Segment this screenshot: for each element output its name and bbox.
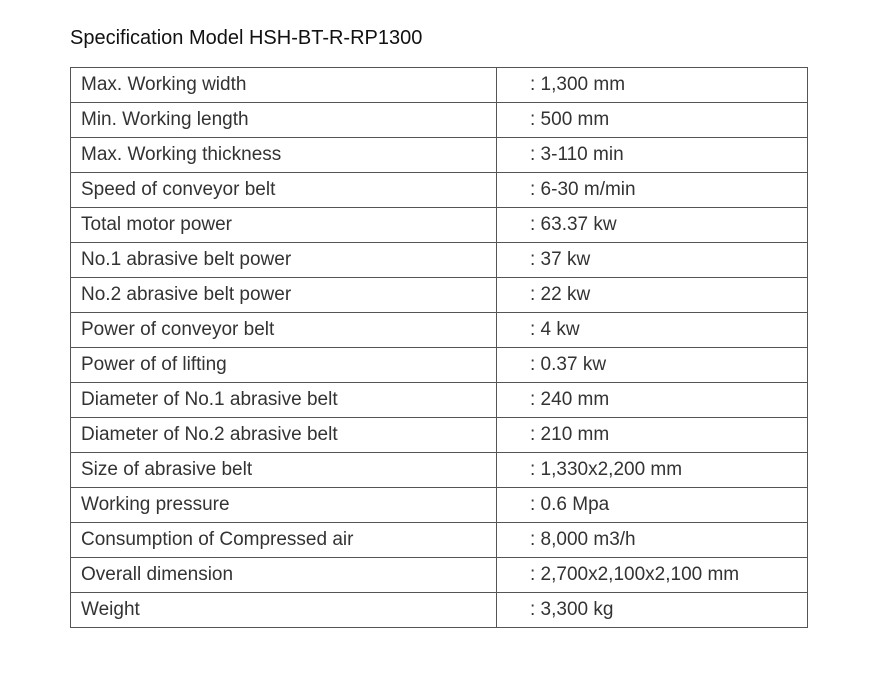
spec-label: Max. Working thickness [71, 138, 497, 173]
spec-label: Max. Working width [71, 68, 497, 103]
table-row [71, 418, 808, 453]
spec-value: : 6-30 m/min [497, 173, 808, 208]
spec-value: : 240 mm [497, 383, 808, 418]
spec-label: No.1 abrasive belt power [71, 243, 497, 278]
table-row [71, 278, 808, 313]
spec-value: : 4 kw [497, 313, 808, 348]
table-row [71, 453, 808, 488]
table-row [71, 593, 808, 628]
spec-label: Consumption of Compressed air [71, 523, 497, 558]
spec-label: Min. Working length [71, 103, 497, 138]
spec-value: : 0.37 kw [497, 348, 808, 383]
table-row [71, 243, 808, 278]
spec-label: Overall dimension [71, 558, 497, 593]
table-row [71, 103, 808, 138]
spec-value: : 210 mm [497, 418, 808, 453]
spec-value: : 0.6 Mpa [497, 488, 808, 523]
spec-label: Weight [71, 593, 497, 628]
table-row [71, 208, 808, 243]
table-row [71, 68, 808, 103]
spec-value: : 1,300 mm [497, 68, 808, 103]
table-row [71, 523, 808, 558]
table-row [71, 173, 808, 208]
spec-label: Diameter of No.2 abrasive belt [71, 418, 497, 453]
spec-label: Speed of conveyor belt [71, 173, 497, 208]
spec-value: : 22 kw [497, 278, 808, 313]
spec-value: : 1,330x2,200 mm [497, 453, 808, 488]
spec-value: : 3-110 min [497, 138, 808, 173]
spec-value: : 8,000 m3/h [497, 523, 808, 558]
table-row [71, 558, 808, 593]
spec-value: : 37 kw [497, 243, 808, 278]
spec-label: Power of conveyor belt [71, 313, 497, 348]
spec-label: No.2 abrasive belt power [71, 278, 497, 313]
spec-label: Power of of lifting [71, 348, 497, 383]
spec-label: Size of abrasive belt [71, 453, 497, 488]
spec-label: Diameter of No.1 abrasive belt [71, 383, 497, 418]
spec-value: : 500 mm [497, 103, 808, 138]
spec-value: : 3,300 kg [497, 593, 808, 628]
specification-table [70, 67, 808, 628]
table-row [71, 383, 808, 418]
spec-label: Total motor power [71, 208, 497, 243]
table-row [71, 313, 808, 348]
spec-value: : 2,700x2,100x2,100 mm [497, 558, 808, 593]
spec-value: : 63.37 kw [497, 208, 808, 243]
spec-label: Working pressure [71, 488, 497, 523]
page-title: Specification Model HSH-BT-R-RP1300 [70, 27, 423, 49]
table-row [71, 488, 808, 523]
table-row [71, 348, 808, 383]
table-row [71, 138, 808, 173]
